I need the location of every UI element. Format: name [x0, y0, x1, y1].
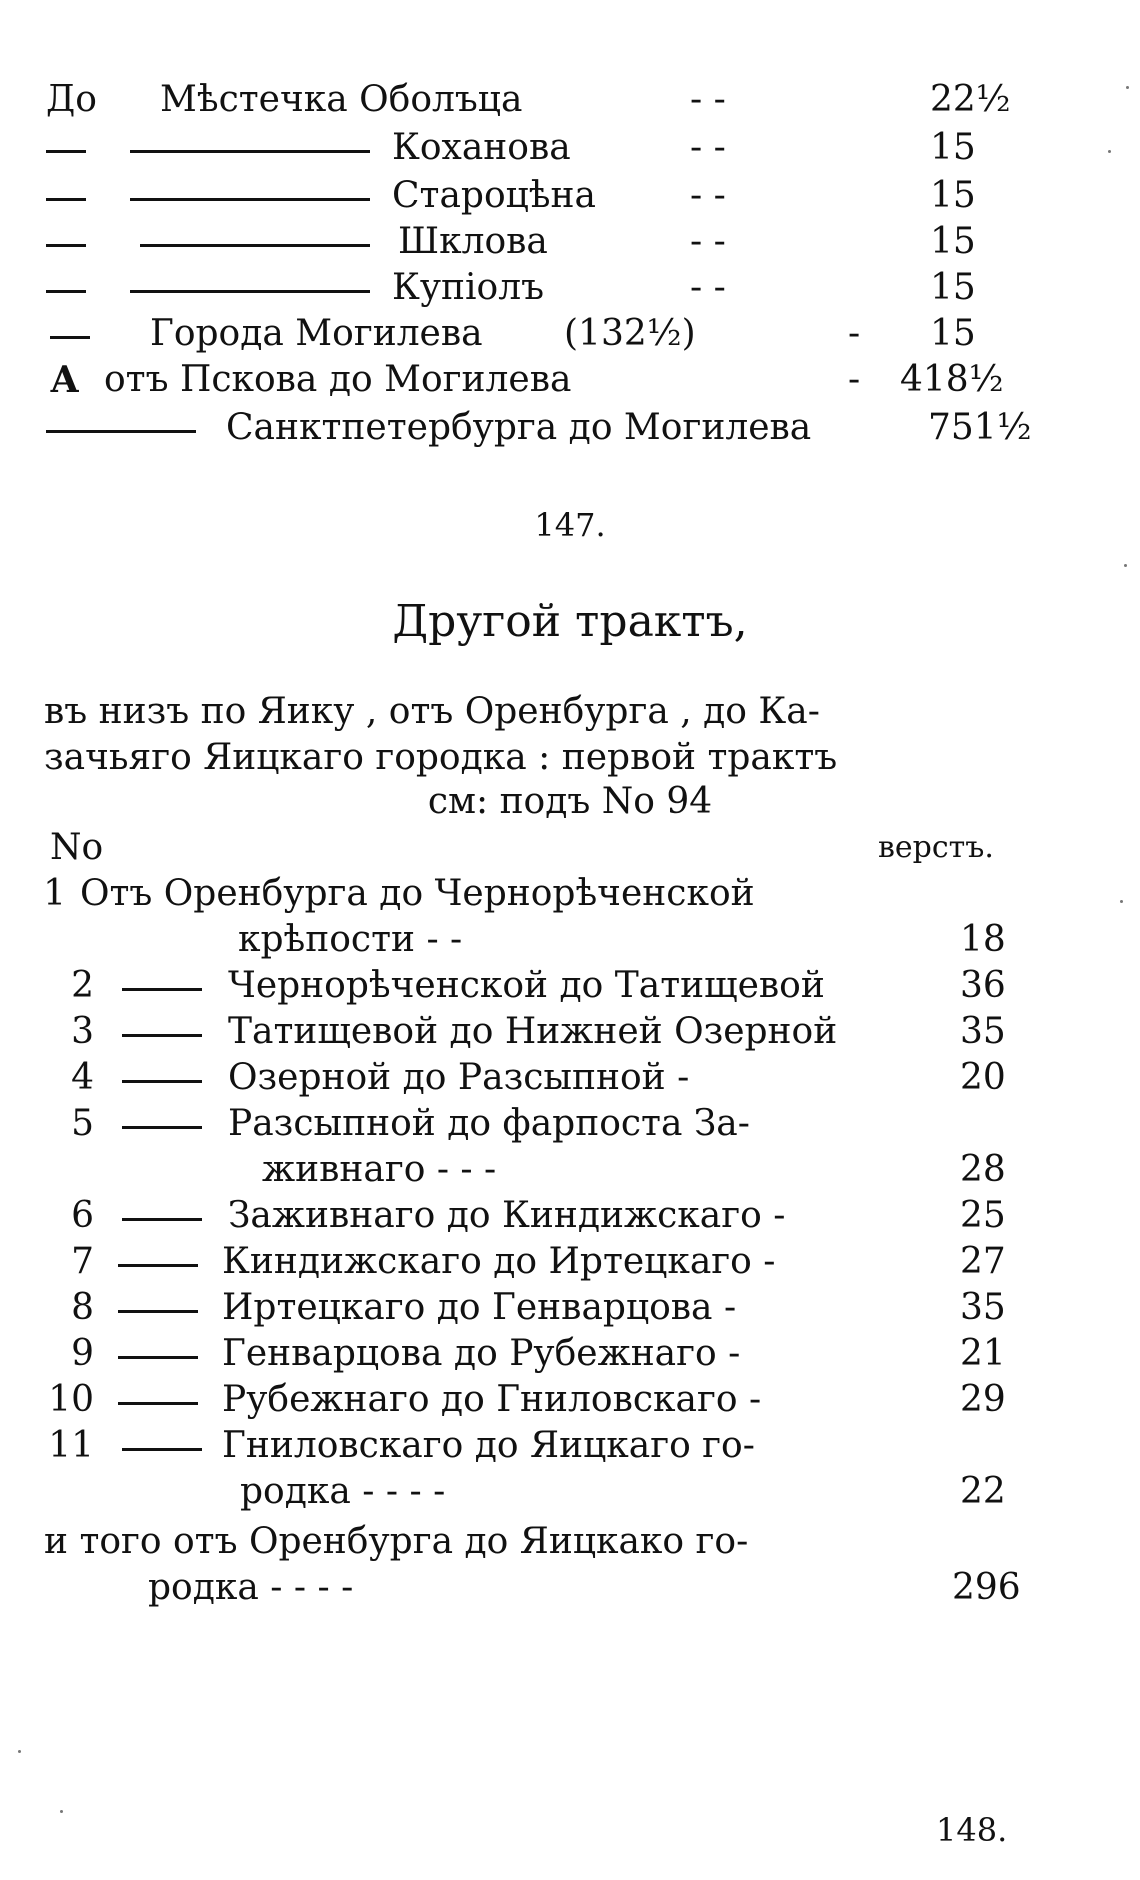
row-seps: - [848, 359, 861, 400]
row-value: 15 [930, 313, 976, 354]
row-lead: До [46, 79, 97, 120]
ditto-dash [46, 290, 86, 293]
row-text: Генварцова до Рубежнаго - [222, 1333, 741, 1374]
subtitle-line: въ низъ по Яику , отъ Оренбурга , до Ка- [44, 691, 820, 732]
scan-speck [1124, 564, 1127, 567]
row-text: родка - - - - [240, 1471, 446, 1512]
row-number: 3 [71, 1011, 94, 1052]
row-value: 751½ [928, 407, 1032, 448]
ditto-dash [46, 244, 86, 247]
total-value: 296 [952, 1567, 1021, 1608]
scan-speck [60, 1810, 63, 1813]
row-extra: (132½) [564, 313, 696, 354]
ditto-dash [122, 1448, 202, 1451]
row-value: 27 [960, 1241, 1006, 1282]
scan-speck [1126, 86, 1129, 89]
row-text: Гниловскаго до Яицкаго го- [222, 1425, 755, 1466]
subtitle-line: зачьяго Яицкаго городка : первой трактъ [44, 737, 838, 778]
row-text: Рубежнаго до Гниловскаго - [222, 1379, 762, 1420]
ditto-dash [46, 430, 196, 433]
row-text: Шклова [398, 221, 548, 262]
ditto-dash [118, 1264, 198, 1267]
row-seps: - - [690, 267, 726, 308]
row-text: Города Могилева [150, 313, 483, 354]
ditto-dash [122, 1218, 202, 1221]
row-number: 2 [71, 965, 94, 1006]
ditto-dash [122, 988, 202, 991]
row-text: Чернорѣченской до Татищевой [228, 965, 825, 1006]
row-text: Заживнаго до Киндижскаго - [228, 1195, 786, 1236]
row-number: 7 [71, 1241, 94, 1282]
row-value: 15 [930, 127, 976, 168]
page-number: 148. [936, 1811, 1008, 1849]
row-text: Староцѣна [392, 175, 596, 216]
row-value: 21 [960, 1333, 1006, 1374]
row-text: Озерной до Разсыпной - [228, 1057, 690, 1098]
row-number: 9 [71, 1333, 94, 1374]
row-value: 20 [960, 1057, 1006, 1098]
ditto-dash [118, 1356, 198, 1359]
row-text: Купiолъ [392, 267, 544, 308]
page-number: 147. [534, 506, 606, 544]
row-text: Мѣстечка Оболъца [160, 79, 523, 120]
row-number: 5 [71, 1103, 94, 1144]
row-text: Иртецкаго до Генварцова - [222, 1287, 737, 1328]
row-value: 15 [930, 267, 976, 308]
scan-speck [1120, 900, 1123, 903]
ditto-dash [46, 198, 86, 201]
row-number: 1 [43, 873, 66, 914]
ditto-dash [130, 198, 370, 201]
row-text: крѣпости - - [238, 919, 463, 960]
ditto-dash [130, 150, 370, 153]
row-text: отъ Пскова до Могилева [104, 359, 572, 400]
row-number: 10 [48, 1379, 94, 1420]
row-text: Отъ Оренбурга до Чернорѣченской [80, 873, 755, 914]
ditto-dash [118, 1402, 198, 1405]
row-text: Санктпетербурга до Могилева [226, 407, 812, 448]
row-value: 15 [930, 221, 976, 262]
row-value: 35 [960, 1287, 1006, 1328]
ditto-dash [130, 290, 370, 293]
ditto-dash [118, 1310, 198, 1313]
row-value: 35 [960, 1011, 1006, 1052]
ditto-dash [122, 1080, 202, 1083]
column-header-no: No [50, 827, 104, 868]
row-value: 36 [960, 965, 1006, 1006]
ditto-dash [122, 1034, 202, 1037]
scan-speck [1108, 150, 1111, 153]
row-number: 8 [71, 1287, 94, 1328]
row-value: 28 [960, 1149, 1006, 1190]
total-text: и того отъ Оренбурга до Яицкако го- [44, 1521, 749, 1562]
row-number: 11 [48, 1425, 94, 1466]
row-value: 22 [960, 1471, 1006, 1512]
row-text: Татищевой до Нижней Озерной [228, 1011, 838, 1052]
row-seps: - [848, 313, 861, 354]
ditto-dash [46, 150, 86, 153]
row-lead: А [50, 359, 80, 401]
row-value: 25 [960, 1195, 1006, 1236]
row-number: 6 [71, 1195, 94, 1236]
subtitle-line: см: подъ No 94 [427, 781, 713, 822]
row-seps: - - [690, 127, 726, 168]
row-value: 29 [960, 1379, 1006, 1420]
row-seps: - - [690, 175, 726, 216]
row-value: 15 [930, 175, 976, 216]
column-header-verst: верстъ. [878, 830, 994, 865]
row-value: 418½ [900, 359, 1004, 400]
row-text: Разсыпной до фарпоста За- [228, 1103, 750, 1144]
row-value: 18 [960, 919, 1006, 960]
section-title: Другой трактъ, [392, 596, 748, 647]
total-text: родка - - - - [148, 1567, 354, 1608]
row-seps: - - [690, 79, 726, 120]
ditto-dash [122, 1126, 202, 1129]
row-seps: - - [690, 221, 726, 262]
row-text: Коханова [392, 127, 571, 168]
row-text: Киндижскаго до Иртецкаго - [222, 1241, 776, 1282]
ditto-dash [50, 336, 90, 339]
row-text: живнаго - - - [262, 1149, 497, 1190]
ditto-dash [140, 244, 370, 247]
scan-speck [18, 1750, 21, 1753]
row-number: 4 [71, 1057, 94, 1098]
row-value: 22½ [930, 79, 1011, 120]
